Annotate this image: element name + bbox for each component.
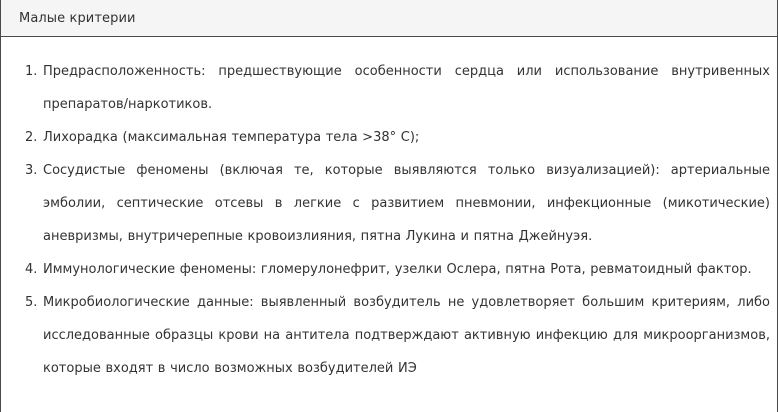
item-number: 3.: [25, 163, 38, 178]
item-text: Иммунологические феномены: гломерулонефрит, узелки Ослера, пятна Рота, ревматоидный фактор.: [43, 262, 752, 277]
item-text: Лихорадка (максимальная температура тела >38° C);: [43, 130, 420, 145]
panel-title: Малые критерии: [19, 10, 136, 26]
item-number: 1.: [25, 64, 38, 79]
item-text: Микробиологические данные: выявленный возбудитель не удовлетворяет большим критериям, либо исследованные образцы крови на антитела подтверждают активную инфекцию для микроорганизмов, которые входят в число возможных возбудителей ИЭ: [43, 295, 770, 376]
list-item: [25, 154, 770, 253]
item-number: 5.: [25, 295, 38, 310]
list-item: [25, 253, 770, 286]
item-text: Сосудистые феномены (включая те, которые выявляются только визуализацией): артериальные эмболии, септические отсевы в легкие с развитием пневмонии, инфекционные (микотические) аневризмы, внутричерепные кровоизлияния, пятна Лукина и пятна Джейнуэя.: [43, 163, 770, 244]
item-number: 2.: [25, 130, 38, 145]
list-item: [25, 55, 770, 121]
panel-header: [1, 0, 777, 37]
list-item: [25, 121, 770, 154]
list-item: [25, 286, 770, 385]
item-number: 4.: [25, 262, 38, 277]
criteria-list: [1, 37, 777, 385]
item-text: Предрасположенность: предшествующие особенности сердца или использование внутривенных препаратов/наркотиков.: [43, 64, 770, 112]
